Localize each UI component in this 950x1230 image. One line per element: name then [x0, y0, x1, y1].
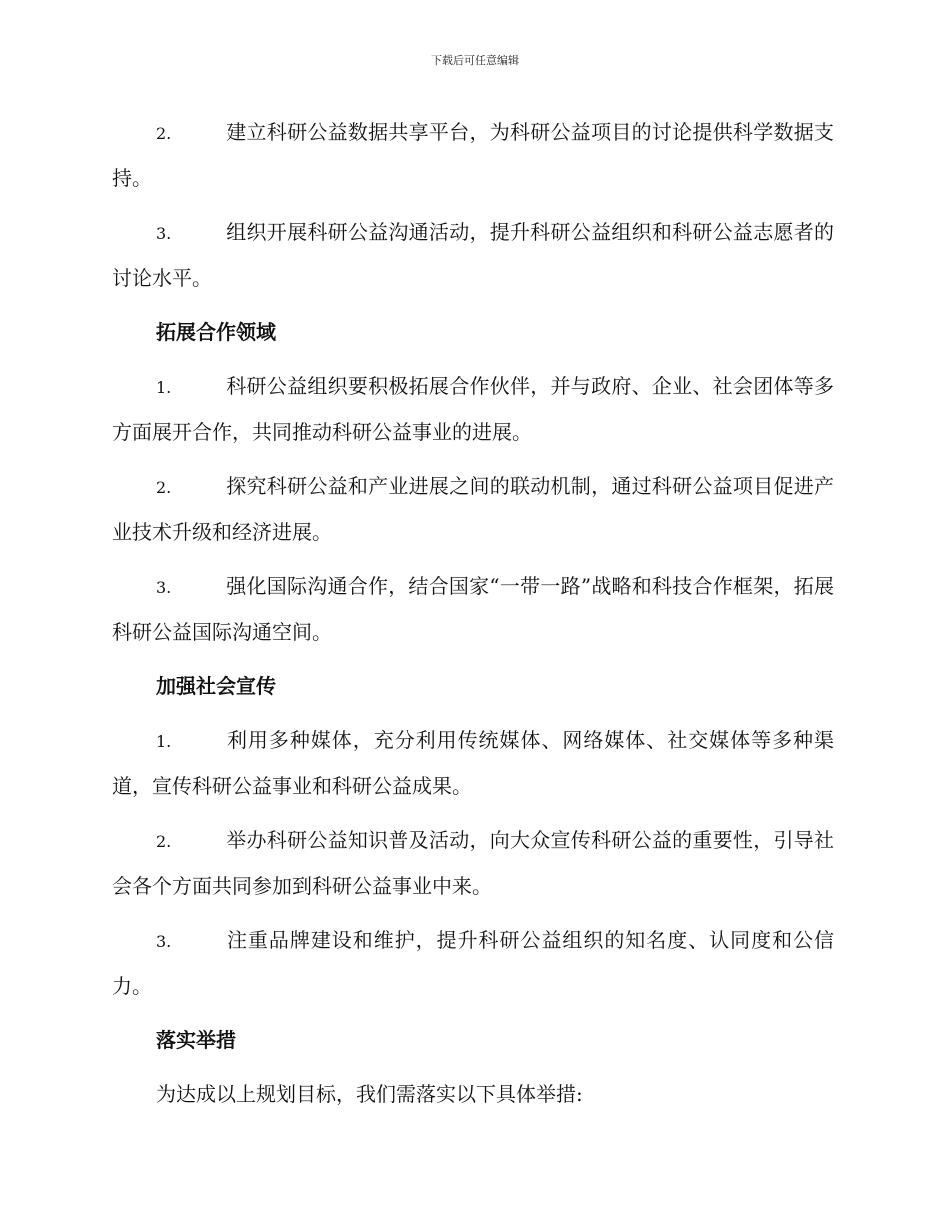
- list-item: [112, 918, 834, 1008]
- list-number: 2.: [156, 832, 172, 851]
- list-text: 注重品牌建设和维护，提升科研公益组织的知名度、认同度和公信力。: [112, 928, 834, 998]
- list-item: [112, 818, 834, 908]
- list-item: [112, 718, 834, 808]
- list-number: 1.: [156, 732, 172, 751]
- list-number: 2.: [156, 124, 172, 143]
- list-text: 组织开展科研公益沟通活动，提升科研公益组织和科研公益志愿者的讨论水平。: [112, 220, 834, 290]
- list-number: 1.: [156, 378, 172, 397]
- list-number: 3.: [156, 578, 172, 597]
- section-heading-measures: 落实举措: [156, 1028, 236, 1052]
- page-header: 下载后可任意编辑: [431, 54, 519, 67]
- list-item: [112, 110, 834, 200]
- list-number: 3.: [156, 932, 172, 951]
- section-heading-publicity: 加强社会宣传: [156, 674, 276, 698]
- list-text: 科研公益组织要积极拓展合作伙伴，并与政府、企业、社会团体等多方面展开合作，共同推动科研公益事业的进展。: [112, 374, 834, 444]
- list-item: [112, 364, 834, 454]
- list-text: 利用多种媒体，充分利用传统媒体、网络媒体、社交媒体等多种渠道，宣传科研公益事业和科研公益成果。: [112, 728, 834, 798]
- list-text: 建立科研公益数据共享平台，为科研公益项目的讨论提供科学数据支持。: [112, 120, 834, 190]
- list-item: [112, 210, 834, 300]
- list-number: 3.: [156, 224, 172, 243]
- document-body: [112, 110, 834, 1126]
- list-text: 举办科研公益知识普及活动，向大众宣传科研公益的重要性，引导社会各个方面共同参加到科研公益事业中来。: [112, 828, 834, 898]
- list-item: [112, 564, 834, 654]
- list-text: 强化国际沟通合作，结合国家“一带一路”战略和科技合作框架，拓展科研公益国际沟通空间。: [112, 574, 834, 644]
- list-number: 2.: [156, 478, 172, 497]
- paragraph: 为达成以上规划目标，我们需落实以下具体举措:: [156, 1082, 583, 1106]
- list-item: [112, 464, 834, 554]
- section-heading-cooperation: 拓展合作领域: [156, 320, 276, 344]
- list-text: 探究科研公益和产业进展之间的联动机制，通过科研公益项目促进产业技术升级和经济进展。: [112, 474, 834, 544]
